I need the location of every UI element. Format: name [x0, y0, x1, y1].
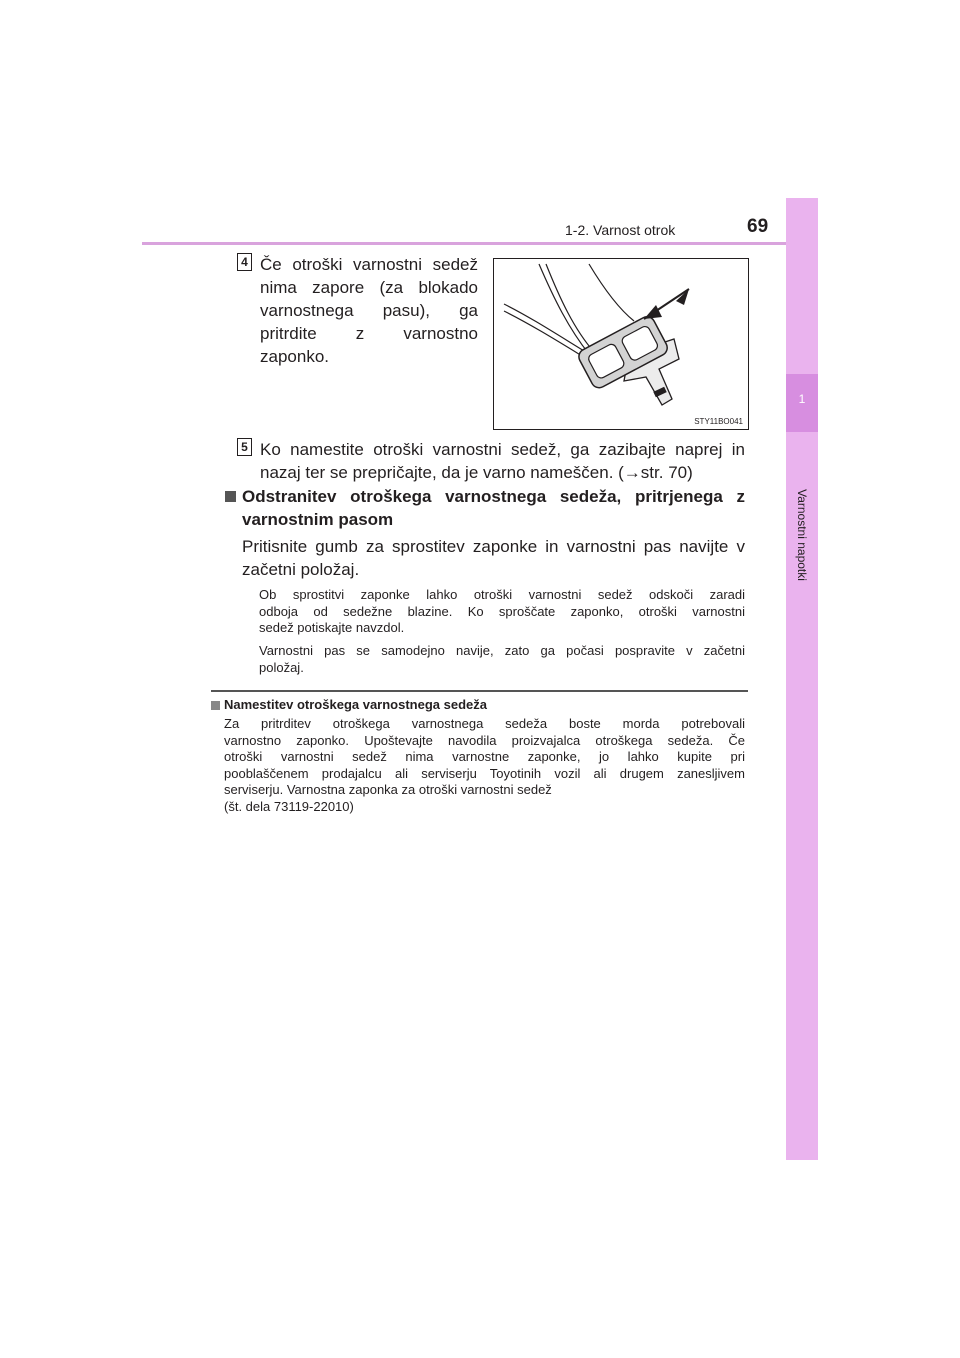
step-badge-5: 5: [237, 438, 252, 456]
step-4-text: Če otroški varnostni sedež nima zapore (za blokado varnostnega pasu), ga pritrdite z varnostno zaponko.: [260, 255, 478, 366]
step-badge-4: 4: [237, 253, 252, 271]
removal-note-1: Ob sprostitvi zaponke lahko otroški varnostni sedež odskoči zaradi odboja od sedežne blazine. Ko sproščate zaponko, otroški varnostni sedež potiskajte navzdol.: [259, 587, 745, 635]
buckle-illustration: [493, 258, 749, 430]
installation-text: Za pritrditev otroškega varnostnega sedeža boste morda potrebovali varnostno zaponko. Upoštevajte navodila proizvajalca otroškega sedeža. Če otroški varnostni sedež nima varnostne zaponke, jo lahko kupite pri pooblaščenem prodajalcu ali serviserju Toyotinih vozil ali drugem zanesljivem serviserju. Varnostna zaponka za otroški varnostni sedež (št. dela 73119-22010): [224, 716, 745, 814]
removal-instruction: Pritisnite gumb za sprostitev zaponke in varnostni pas navijte v začetni položaj.: [242, 537, 745, 579]
note-bullet: [211, 701, 220, 710]
chapter-side-tab: [786, 198, 818, 1160]
section-label: 1-2. Varnost otrok: [565, 222, 676, 238]
step-5-text: Ko namestite otroški varnostni sedež, ga zazibajte naprej in nazaj ter se prepričajte, da je varno nameščen. (→str. 70): [260, 440, 745, 482]
page-number: 69: [747, 216, 769, 237]
illustration-code: STY11BO041: [694, 417, 743, 426]
section-divider: [211, 690, 748, 692]
chapter-title: Varnostni napotki: [795, 489, 809, 581]
installation-heading: Namestitev otroškega varnostnega sedeža: [224, 697, 487, 712]
chapter-number: 1: [798, 392, 806, 406]
section-bullet: [225, 491, 236, 502]
removal-note-2: Varnostni pas se samodejno navije, zato ga počasi pospravite v začetni položaj.: [259, 643, 745, 675]
header-divider: [142, 242, 818, 245]
removal-heading: Odstranitev otroškega varnostnega sedeža, pritrjenega z varnostnim pasom: [242, 487, 745, 529]
